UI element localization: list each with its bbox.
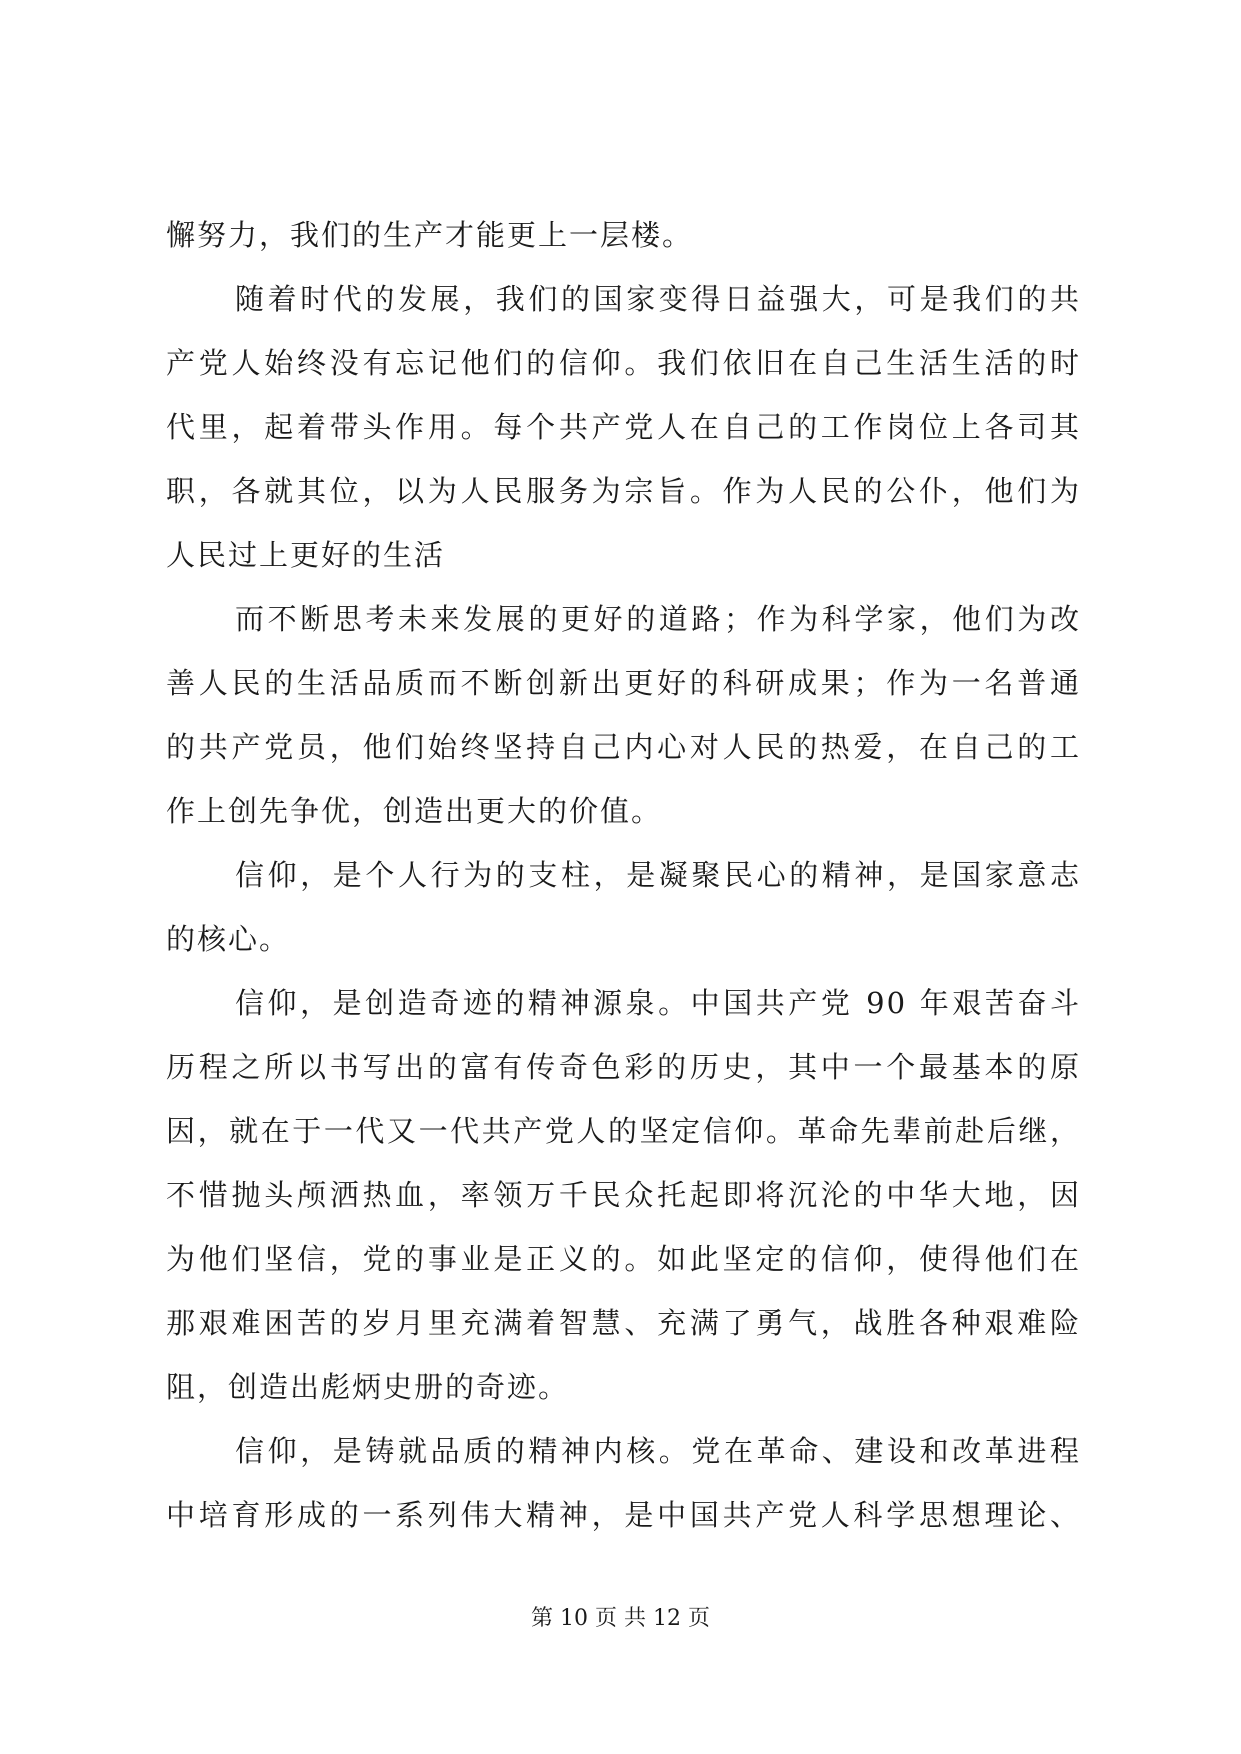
text-line: 历程之所以书写出的富有传奇色彩的历史，其中一个最基本的原 xyxy=(166,1050,1081,1084)
text-line: 信仰，是创造奇迹的精神源泉。中国共产党 90 年艰苦奋斗 xyxy=(235,986,1081,1020)
text-line: 那艰难困苦的岁月里充满着智慧、充满了勇气，战胜各种艰难险 xyxy=(166,1306,1081,1340)
text-line: 懈努力，我们的生产才能更上一层楼。 xyxy=(166,218,694,252)
text-line: 职，各就其位，以为人民服务为宗旨。作为人民的公仆，他们为 xyxy=(166,474,1081,508)
text-line: 随着时代的发展，我们的国家变得日益强大，可是我们的共 xyxy=(235,282,1081,316)
page-footer: 第 10 页 共 12 页 xyxy=(531,1606,710,1631)
text-line: 为他们坚信，党的事业是正义的。如此坚定的信仰，使得他们在 xyxy=(166,1242,1081,1276)
text-line: 而不断思考未来发展的更好的道路；作为科学家，他们为改 xyxy=(235,602,1081,636)
text-line: 产党人始终没有忘记他们的信仰。我们依旧在自己生活生活的时 xyxy=(166,346,1081,380)
text-line: 善人民的生活品质而不断创新出更好的科研成果；作为一名普通 xyxy=(166,666,1081,700)
text-line: 的共产党员，他们始终坚持自己内心对人民的热爱，在自己的工 xyxy=(166,730,1081,764)
body-text xyxy=(166,203,1081,1547)
text-line: 因，就在于一代又一代共产党人的坚定信仰。革命先辈前赴后继， xyxy=(166,1114,1081,1148)
text-line: 阻，创造出彪炳史册的奇迹。 xyxy=(166,1370,570,1404)
text-line: 作上创先争优，创造出更大的价值。 xyxy=(166,794,663,828)
text-line: 中培育形成的一系列伟大精神，是中国共产党人科学思想理论、 xyxy=(166,1498,1081,1532)
text-line: 代里，起着带头作用。每个共产党人在自己的工作岗位上各司其 xyxy=(166,410,1081,444)
text-line: 的核心。 xyxy=(166,922,291,956)
text-line: 信仰，是铸就品质的精神内核。党在革命、建设和改革进程 xyxy=(235,1434,1081,1468)
text-line: 人民过上更好的生活 xyxy=(166,538,446,572)
text-line: 不惜抛头颅洒热血，率领万千民众托起即将沉沦的中华大地，因 xyxy=(166,1178,1081,1212)
text-line: 信仰，是个人行为的支柱，是凝聚民心的精神，是国家意志 xyxy=(235,858,1081,892)
